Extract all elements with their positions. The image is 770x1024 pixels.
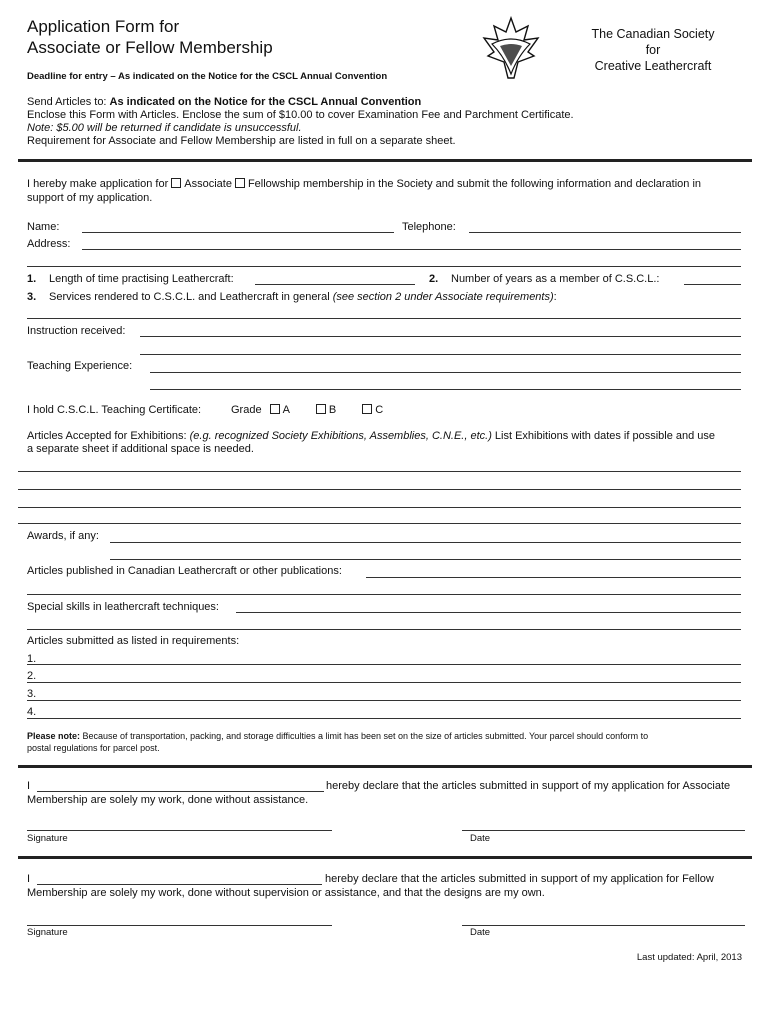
q3-number: 3.: [27, 291, 37, 303]
associate-checkbox[interactable]: [171, 178, 181, 188]
exhibitions-label: Articles Accepted for Exhibitions: (e.g. recognized Society Exhibitions, Assemblies, C.N.E., etc.) List Exhibitions with dates if possible and use: [27, 430, 716, 442]
instruction-label: Instruction received:: [27, 325, 126, 337]
please-note: Please note: Because of transportation, packing, and storage difficulties a limit has been set on the size of articles submitted. Your parcel should conform to: [27, 731, 649, 741]
fellow-signature-input[interactable]: [27, 925, 332, 926]
org-line-3: Creative Leathercraft: [594, 59, 712, 73]
address-input-1[interactable]: [82, 249, 741, 250]
assoc-declaration-i: I: [27, 780, 31, 792]
q3-label: Services rendered to C.S.C.L. and Leathercraft in general (see section 2 under Associate requirements):: [49, 291, 557, 303]
application-line: I hereby make application for Associate Fellowship membership in the Society and submit the following information and declaration in: [27, 178, 702, 190]
exhibitions-input-1[interactable]: [18, 471, 741, 472]
send-articles: Send Articles to: As indicated on the Notice for the CSCL Annual Convention: [27, 96, 422, 108]
last-updated: Last updated: April, 2013: [636, 952, 742, 963]
item-2-input[interactable]: [27, 682, 741, 683]
exhibitions-input-4[interactable]: [18, 523, 741, 524]
fellow-name-input[interactable]: [37, 884, 322, 885]
fellowship-checkbox[interactable]: [235, 178, 245, 188]
fellow-signature-label: Signature: [27, 927, 68, 938]
assoc-signature-label: Signature: [27, 833, 68, 844]
address-label: Address:: [27, 238, 71, 250]
section-divider-3: [18, 856, 752, 859]
assoc-declaration-line-2: Membership are solely my work, done without assistance.: [27, 794, 309, 806]
submitted-label: Articles submitted as listed in requirements:: [27, 635, 240, 647]
awards-input-2[interactable]: [110, 559, 741, 560]
fellow-date-label: Date: [470, 927, 491, 938]
instruction-input-1[interactable]: [140, 336, 741, 337]
section-divider: [18, 159, 752, 162]
awards-input-1[interactable]: [110, 542, 741, 543]
skills-input-2[interactable]: [27, 629, 741, 630]
q1-number: 1.: [27, 273, 37, 285]
name-label: Name:: [27, 221, 60, 233]
note-text: Note: $5.00 will be returned if candidate is unsuccessful.: [27, 122, 302, 134]
fellow-declaration-line-2: Membership are solely my work, done without supervision or assistance, and that the designs are my own.: [27, 887, 545, 899]
assoc-signature-input[interactable]: [27, 830, 332, 831]
certificate-label: I hold C.S.C.L. Teaching Certificate:: [27, 404, 202, 416]
grade-c-checkbox[interactable]: [362, 404, 372, 414]
item-3-label: 3.: [27, 688, 37, 700]
q1-input[interactable]: [255, 284, 415, 285]
teaching-input-2[interactable]: [150, 389, 741, 390]
skills-input-1[interactable]: [236, 612, 741, 613]
assoc-date-label: Date: [470, 833, 491, 844]
q2-label: Number of years as a member of C.S.C.L.:: [451, 273, 660, 285]
telephone-label: Telephone:: [402, 221, 456, 233]
published-label: Articles published in Canadian Leathercraft or other publications:: [27, 565, 342, 577]
published-input-2[interactable]: [27, 594, 741, 595]
assoc-date-input[interactable]: [462, 830, 745, 831]
skills-label: Special skills in leathercraft techniques:: [27, 601, 219, 613]
item-4-label: 4.: [27, 706, 37, 718]
grade-b-checkbox[interactable]: [316, 404, 326, 414]
application-line-2: support of my application.: [27, 192, 153, 204]
exhibitions-input-3[interactable]: [18, 507, 741, 508]
awards-label: Awards, if any:: [27, 530, 99, 542]
fellow-declaration-i: I: [27, 873, 31, 885]
org-line-1: The Canadian Society: [591, 27, 715, 41]
please-note-line-2: postal regulations for parcel post.: [27, 743, 160, 753]
cscl-logo-icon: [478, 16, 544, 82]
q3-input[interactable]: [27, 318, 741, 319]
q1-label: Length of time practising Leathercraft:: [49, 273, 234, 285]
q2-input[interactable]: [684, 284, 741, 285]
address-input-2[interactable]: [27, 266, 741, 267]
item-4-input[interactable]: [27, 718, 741, 719]
org-line-2: for: [645, 43, 661, 57]
grade-a-checkbox[interactable]: [270, 404, 280, 414]
teaching-input-1[interactable]: [150, 372, 741, 373]
item-3-input[interactable]: [27, 700, 741, 701]
fellow-declaration-text: hereby declare that the articles submitted in support of my application for Fellow: [325, 873, 714, 885]
exhibitions-input-2[interactable]: [18, 489, 741, 490]
instruction-input-2[interactable]: [140, 354, 741, 355]
q2-number: 2.: [429, 273, 439, 285]
exhibitions-label-2: a separate sheet if additional space is needed.: [27, 443, 254, 455]
enclose-text: Enclose this Form with Articles. Enclose the sum of $10.00 to cover Examination Fee and Parchment Certificate.: [27, 109, 574, 121]
requirement-text: Requirement for Associate and Fellow Membership are listed in full on a separate sheet.: [27, 135, 456, 147]
assoc-name-input[interactable]: [37, 791, 324, 792]
published-input-1[interactable]: [366, 577, 741, 578]
title-line-1: Application Form for: [27, 17, 180, 36]
telephone-input[interactable]: [469, 232, 741, 233]
item-1-input[interactable]: [27, 664, 741, 665]
teaching-label: Teaching Experience:: [27, 360, 133, 372]
deadline-text: Deadline for entry – As indicated on the Notice for the CSCL Annual Convention: [27, 71, 388, 82]
name-input[interactable]: [82, 232, 394, 233]
grade-options: Grade A B C: [231, 404, 384, 416]
item-1-label: 1.: [27, 653, 37, 665]
title-line-2: Associate or Fellow Membership: [27, 38, 273, 57]
section-divider-2: [18, 765, 752, 768]
fellow-date-input[interactable]: [462, 925, 745, 926]
assoc-declaration-text: hereby declare that the articles submitted in support of my application for Associate: [326, 780, 731, 792]
item-2-label: 2.: [27, 670, 37, 682]
